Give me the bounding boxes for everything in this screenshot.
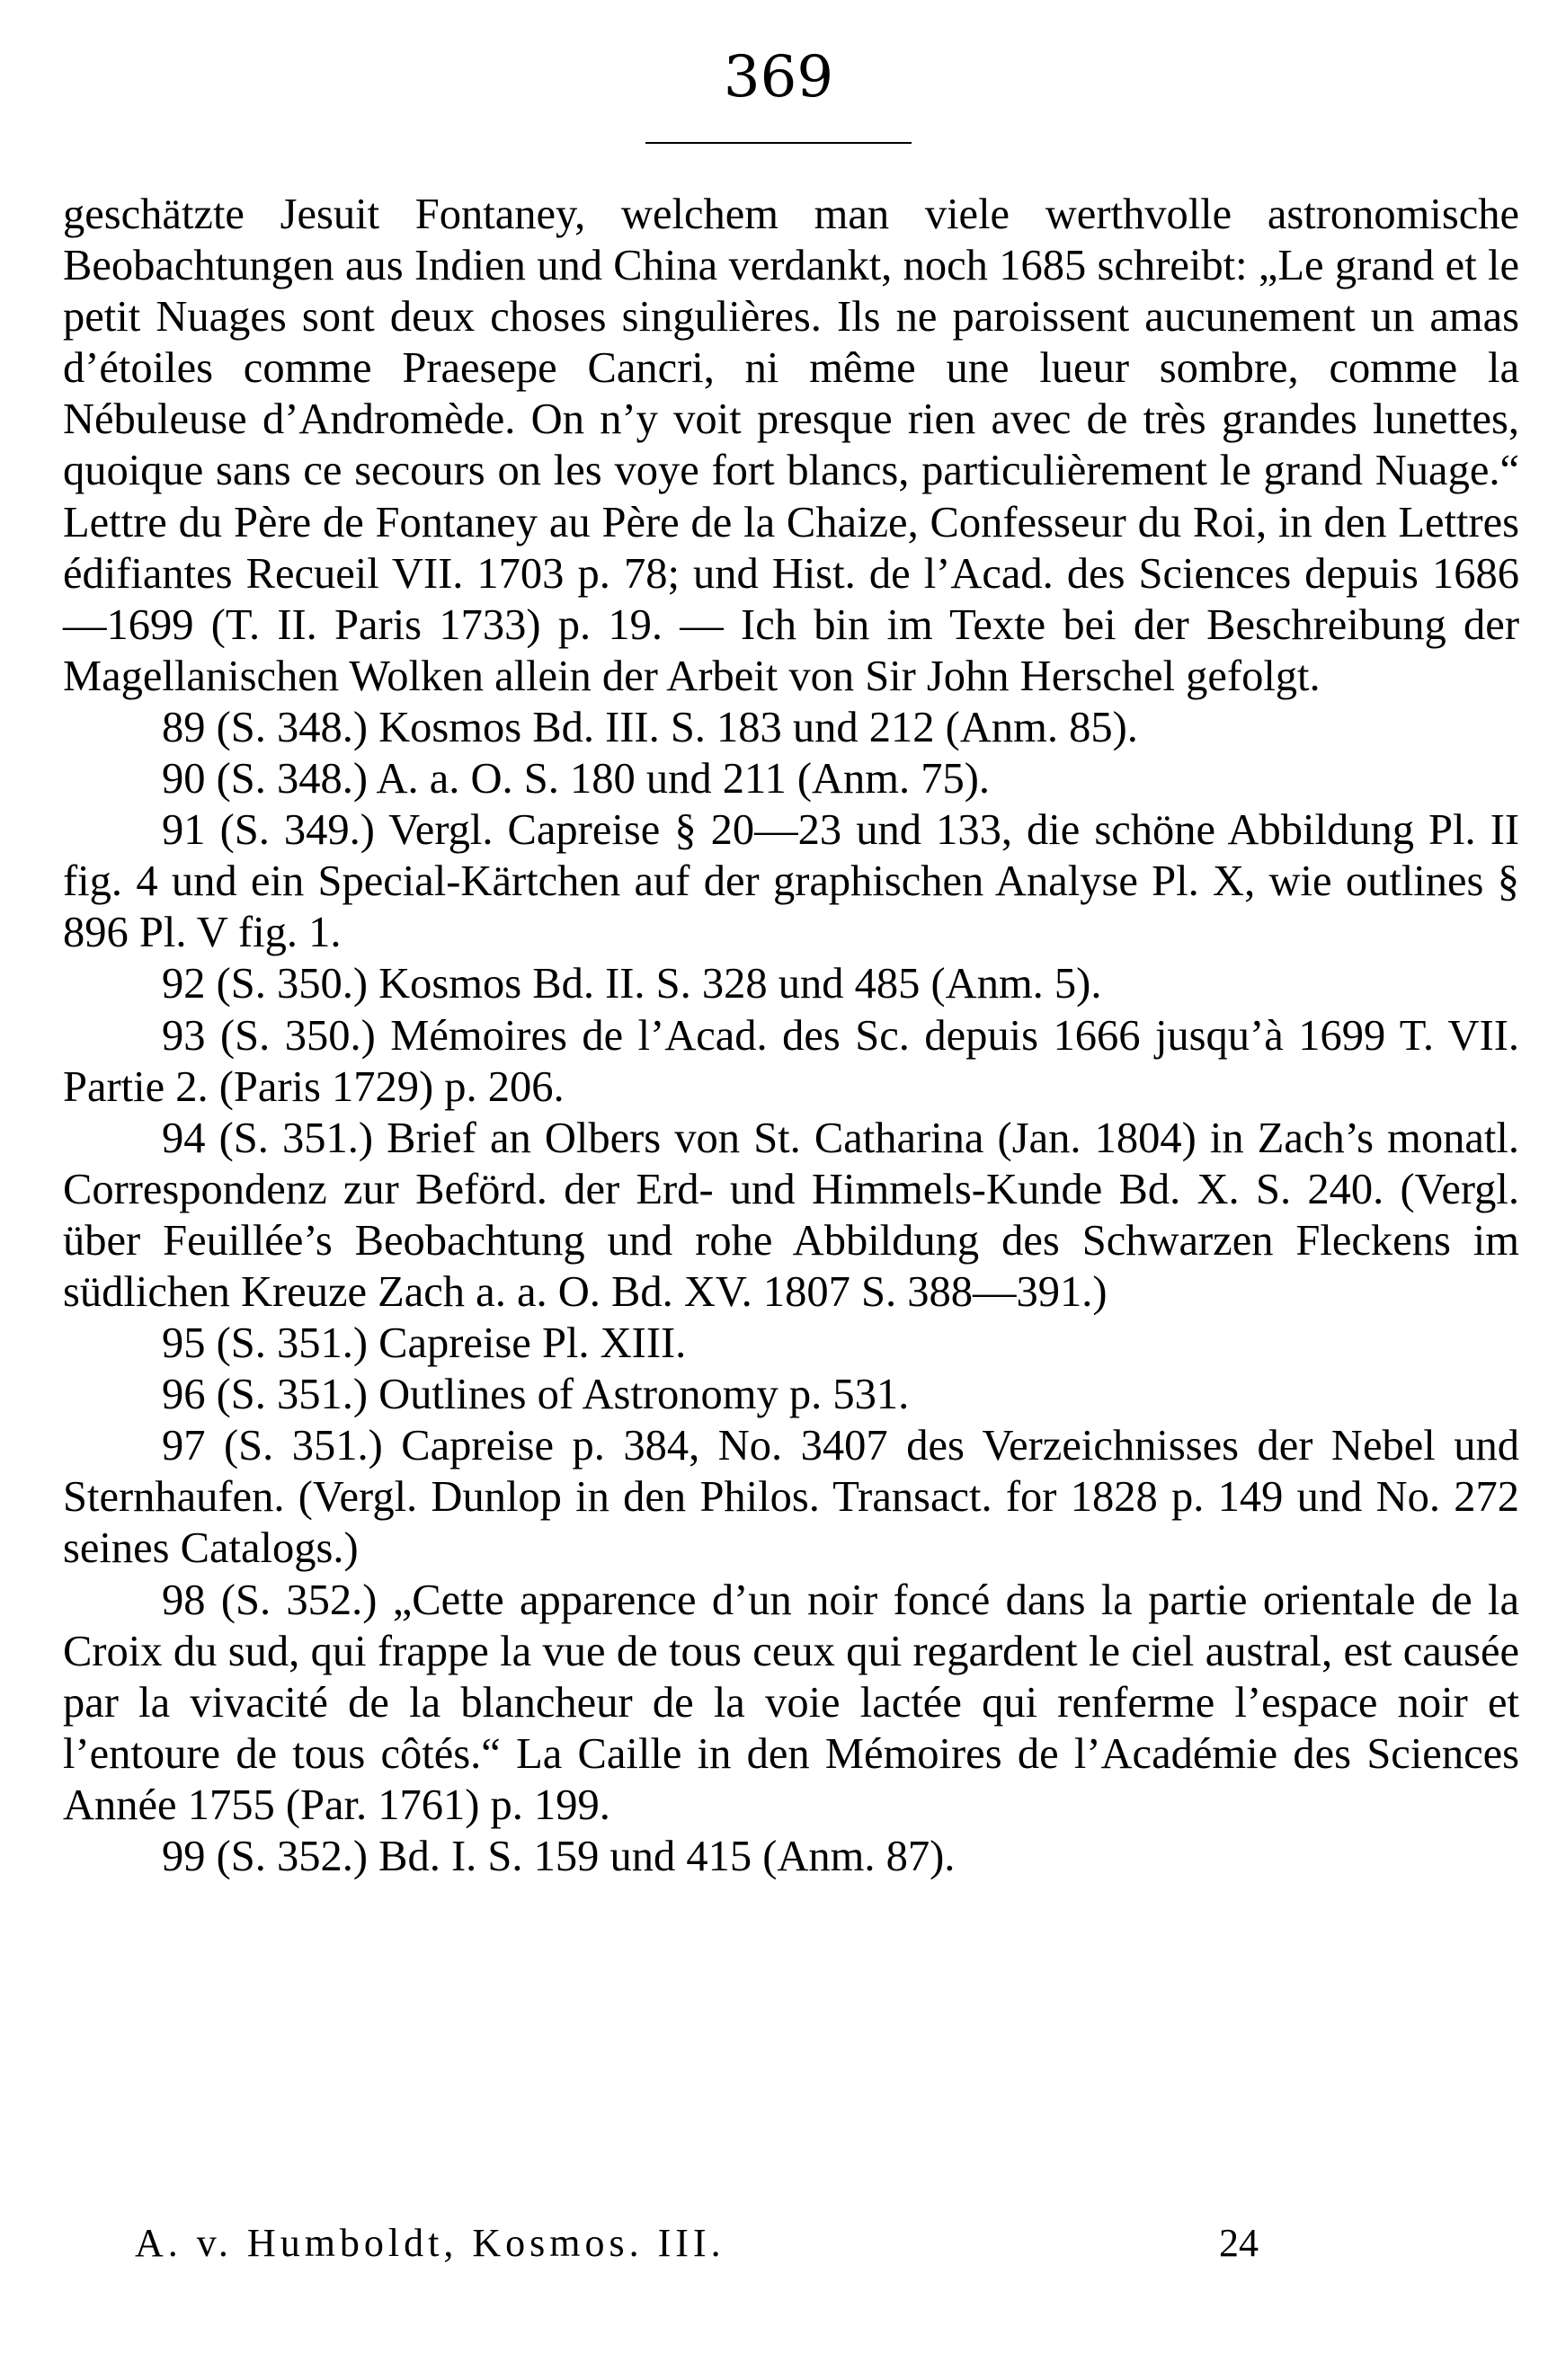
footnote-96: 96 (S. 351.) Outlines of Astronomy p. 531. xyxy=(162,1371,910,1419)
footnote-93: 93 (S. 350.) Mémoires de l’Acad. des Sc. depuis 1666 jusqu’à 1699 T. VII. Partie 2. (Paris 1729) p. 206. xyxy=(63,1011,1519,1111)
footnote-98: 98 (S. 352.) „Cette apparence d’un noir foncé dans la partie orientale de la Croix du sud, qui frappe la vue de tous ceux qui regardent le ciel austral, est causée par la vivacité de la blancheur de la voie lactée qui renferme l’espace noir et l’entoure de tous côtés.“ La Caille in den Mémoires de l’Académie des Sciences Année 1755 (Par. 1761) p. 199. xyxy=(63,1576,1519,1829)
footnote-89: 89 (S. 348.) Kosmos Bd. III. S. 183 und 212 (Anm. 85). xyxy=(162,703,1138,751)
sheet-number: 24 xyxy=(1219,2221,1259,2265)
footnote-91: 91 (S. 349.) Vergl. Capreise § 20—23 und 133, die schöne Abbildung Pl. II fig. 4 und ein Special-Kärtchen auf der graphischen Analyse Pl. X, wie outlines § 896 Pl. V fig. 1. xyxy=(63,806,1519,957)
footnote-99: 99 (S. 352.) Bd. I. S. 159 und 415 (Anm. 87). xyxy=(162,1833,956,1880)
footnote-90: 90 (S. 348.) A. a. O. S. 180 und 211 (Anm. 75). xyxy=(162,755,991,804)
footnote-94: 94 (S. 351.) Brief an Olbers von St. Catharina (Jan. 1804) in Zach’s monatl. Correspondenz zur Beförd. der Erd- und Himmels-Kunde Bd. X. S. 240. (Vergl. über Feuillée’s Beobachtung und rohe Abbildung des Schwarzen Fleckens im südlichen Kreuze Zach a. a. O. Bd. XV. 1807 S. 388—391.) xyxy=(63,1114,1519,1316)
signature-line: A. v. Humboldt, Kosmos. III. xyxy=(135,2221,725,2265)
page-footer xyxy=(135,2220,1259,2268)
header-rule xyxy=(645,142,912,144)
footnote-97: 97 (S. 351.) Capreise p. 384, No. 3407 des Verzeichnisses der Nebel und Sternhaufen. (Vergl. Dunlop in den Philos. Transact. for 1828 p. 149 und No. 272 seines Catalogs.) xyxy=(63,1422,1519,1573)
footnote-95: 95 (S. 351.) Capreise Pl. XIII. xyxy=(162,1319,687,1368)
page-number: 369 xyxy=(723,44,834,111)
notes-text xyxy=(63,189,1519,1882)
continued-note-paragraph: geschätzte Jesuit Fontaney, welchem man viele werthvolle astronomische Beobachtungen aus Indien und China verdankt, noch 1685 schreibt: „Le grand et le petit Nuages sont deux choses singulières. Ils ne paroissent aucunement un amas d’étoiles comme Praesepe Cancri, ni même une lueur sombre, comme la Nébuleuse d’Andromède. On n’y voit presque rien avec de très grandes lunettes, quoique sans ce secours on les voye fort blancs, particulièrement le grand Nuage.“ Lettre du Père de Fontaney au Père de la Chaize, Confesseur du Roi, in den Lettres édifiantes Recueil VII. 1703 p. 78; und Hist. de l’Acad. des Sciences depuis 1686—1699 (T. II. Paris 1733) p. 19. — Ich bin im Texte bei der Beschreibung der Magellanischen Wolken allein der Arbeit von Sir John Herschel gefolgt. xyxy=(63,191,1519,700)
footnote-92: 92 (S. 350.) Kosmos Bd. II. S. 328 und 485 (Anm. 5). xyxy=(162,960,1102,1008)
